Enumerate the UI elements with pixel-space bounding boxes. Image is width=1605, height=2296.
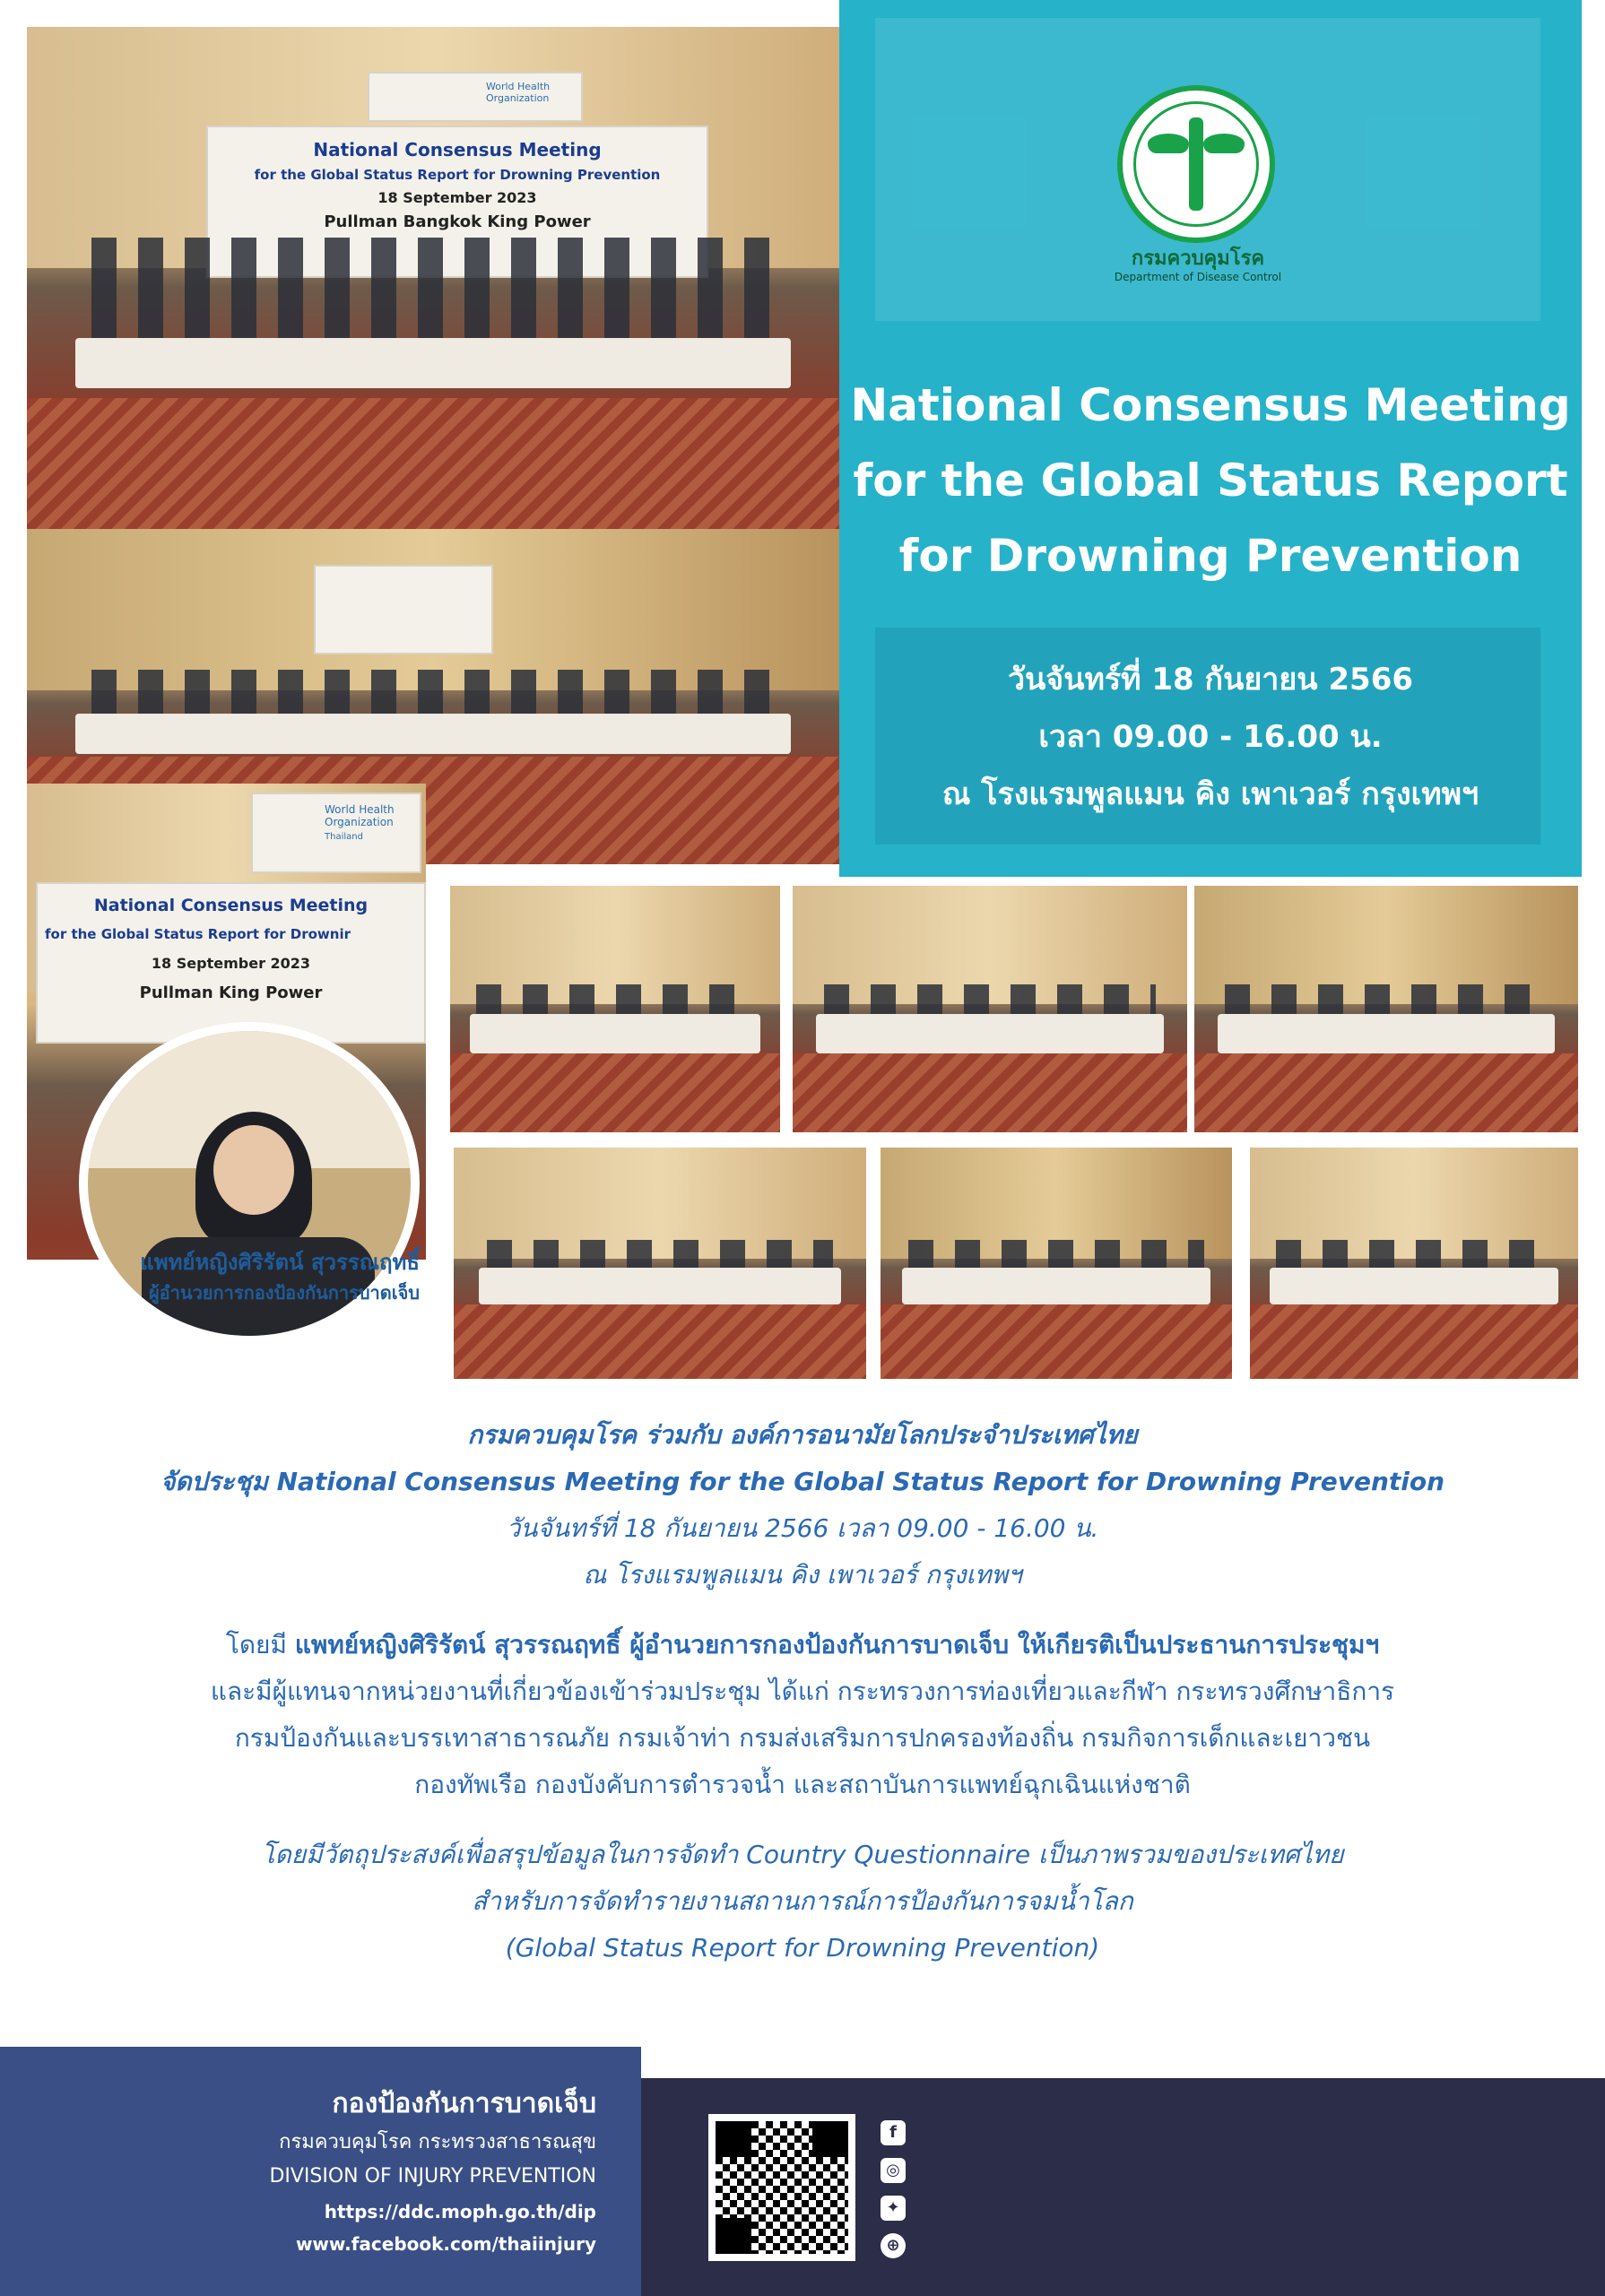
division-name-thai: กองป้องกันการบาดเจ็บ	[332, 2088, 596, 2119]
banner-line-4: Pullman Bangkok King Power	[324, 212, 591, 231]
meeting-banner-2	[36, 882, 426, 1044]
banner-line-3: 18 September 2023	[377, 189, 537, 206]
date-info	[839, 651, 1582, 823]
thailand-label: Thailand	[325, 832, 363, 842]
website-link[interactable]: https://ddc.moph.go.th/dip	[324, 2201, 596, 2222]
banner2-line-1: National Consensus Meeting	[93, 896, 369, 915]
intro-line-3: วันจันทร์ที่ 18 กันยายน 2566 เวลา 09.00 - 16.00 น.	[506, 1513, 1099, 1543]
banner-line-2: for the Global Status Report for Drowning Prevention	[254, 167, 661, 183]
ministry-name: กรมควบคุมโรค กระทรวงสาธารณสุข	[279, 2131, 596, 2153]
banner-logos	[368, 72, 583, 122]
globe-icon[interactable]: ⊕	[881, 2233, 906, 2258]
session-photo-4	[454, 1148, 866, 1379]
banner2-line-2: for the Global Status Report for Drownir	[45, 926, 351, 942]
chair-name: แพทย์หญิงศิริรัตน์ สุวรรณฤทธิ์	[140, 1250, 420, 1275]
objective-line-1: โดยมีวัตถุประสงค์เพื่อสรุปข้อมูลในการจัดทำ Country Questionnaire เป็นภาพรวมของประเทศไทย	[261, 1840, 1344, 1869]
session-photo-2	[793, 886, 1187, 1132]
twitter-icon[interactable]: ✦	[881, 2196, 906, 2221]
date-line-2: เวลา 09.00 - 16.00 น.	[1038, 719, 1383, 755]
session-photo-6	[1250, 1148, 1578, 1379]
chair-caption	[124, 1246, 420, 1307]
division-name-eng: DIVISION OF INJURY PREVENTION	[269, 2165, 596, 2188]
title-line-3: for Drowning Prevention	[898, 530, 1523, 582]
date-line-3: ณ โรงแรมพูลแมน คิง เพาเวอร์ กรุงเทพฯ	[941, 776, 1479, 812]
body-text	[36, 1412, 1569, 1971]
intro-line-4: ณ โรงแรมพูลแมน คิง เพาเวอร์ กรุงเทพฯ	[583, 1560, 1022, 1590]
session-photo-3	[1194, 886, 1578, 1132]
department-name-thai: กรมควบคุมโรค	[1131, 247, 1265, 270]
participants-line-3: กองทัพเรือ กองบังคับการตำรวจน้ำ และสถาบันการแพทย์ฉุกเฉินแห่งชาติ	[414, 1770, 1191, 1799]
chair-prefix: โดยมี	[225, 1630, 295, 1659]
banner-line-1: National Consensus Meeting	[313, 139, 602, 160]
banner2-line-4: Pullman King Power	[139, 983, 323, 1002]
footer-contact	[0, 2047, 641, 2296]
main-title	[839, 368, 1582, 593]
banner2-logos	[251, 793, 421, 873]
participants-line-2: กรมป้องกันและบรรเทาสาธารณภัย กรมเจ้าท่า กรมส่งเสริมการปกครองท้องถิ่น กรมกิจการเด็กและเยาวชน	[234, 1723, 1371, 1753]
intro-line-2: จัดประชุม National Consensus Meeting for the Global Status Report for Drowning Prevention	[160, 1467, 1445, 1496]
title-panel	[839, 0, 1582, 877]
facebook-icon[interactable]: f	[881, 2120, 906, 2145]
qr-code[interactable]	[708, 2114, 855, 2261]
objective-line-2: สำหรับการจัดทำรายงานสถานการณ์การป้องกันการจมน้ำโลก	[472, 1886, 1133, 1916]
instagram-icon[interactable]: ◎	[881, 2158, 906, 2183]
who-label-2: World Health Organization	[325, 803, 395, 828]
chair-sentence-bold: แพทย์หญิงศิริรัตน์ สุวรรณฤทธิ์ ผู้อำนวยการกองป้องกันการบาดเจ็บ ให้เกียรติเป็นประธานการประชุมฯ	[294, 1630, 1380, 1659]
objective-line-3: (Global Status Report for Drowning Prevention)	[505, 1933, 1100, 1962]
participants-line-1: และมีผู้แทนจากหน่วยงานที่เกี่ยวข้องเข้าร่วมประชุม ได้แก่ กระทรวงการท่องเที่ยวและกีฬา กระทรวงศึกษาธิการ	[210, 1677, 1395, 1706]
who-label: World Health Organization	[486, 81, 551, 104]
group-photo	[27, 27, 839, 529]
chair-title: ผู้อำนวยการกองป้องกันการบาดเจ็บ	[148, 1282, 420, 1304]
session-photo-5	[881, 1148, 1232, 1379]
session-photo-1	[450, 886, 780, 1132]
title-line-2: for the Global Status Report	[853, 455, 1568, 507]
chair-sentence	[36, 1622, 1569, 1668]
title-line-1: National Consensus Meeting	[850, 379, 1571, 431]
ministry-logo	[1117, 85, 1275, 243]
department-name-eng: Department of Disease Control	[1114, 271, 1282, 283]
banner2-line-3: 18 September 2023	[151, 955, 311, 972]
facebook-link[interactable]: www.facebook.com/thaiinjury	[295, 2233, 596, 2255]
intro-line-1: กรมควบคุมโรค ร่วมกับ องค์การอนามัยโลกประจำประเทศไทย	[467, 1420, 1138, 1450]
date-line-1: วันจันทร์ที่ 18 กันยายน 2566	[1007, 662, 1414, 697]
